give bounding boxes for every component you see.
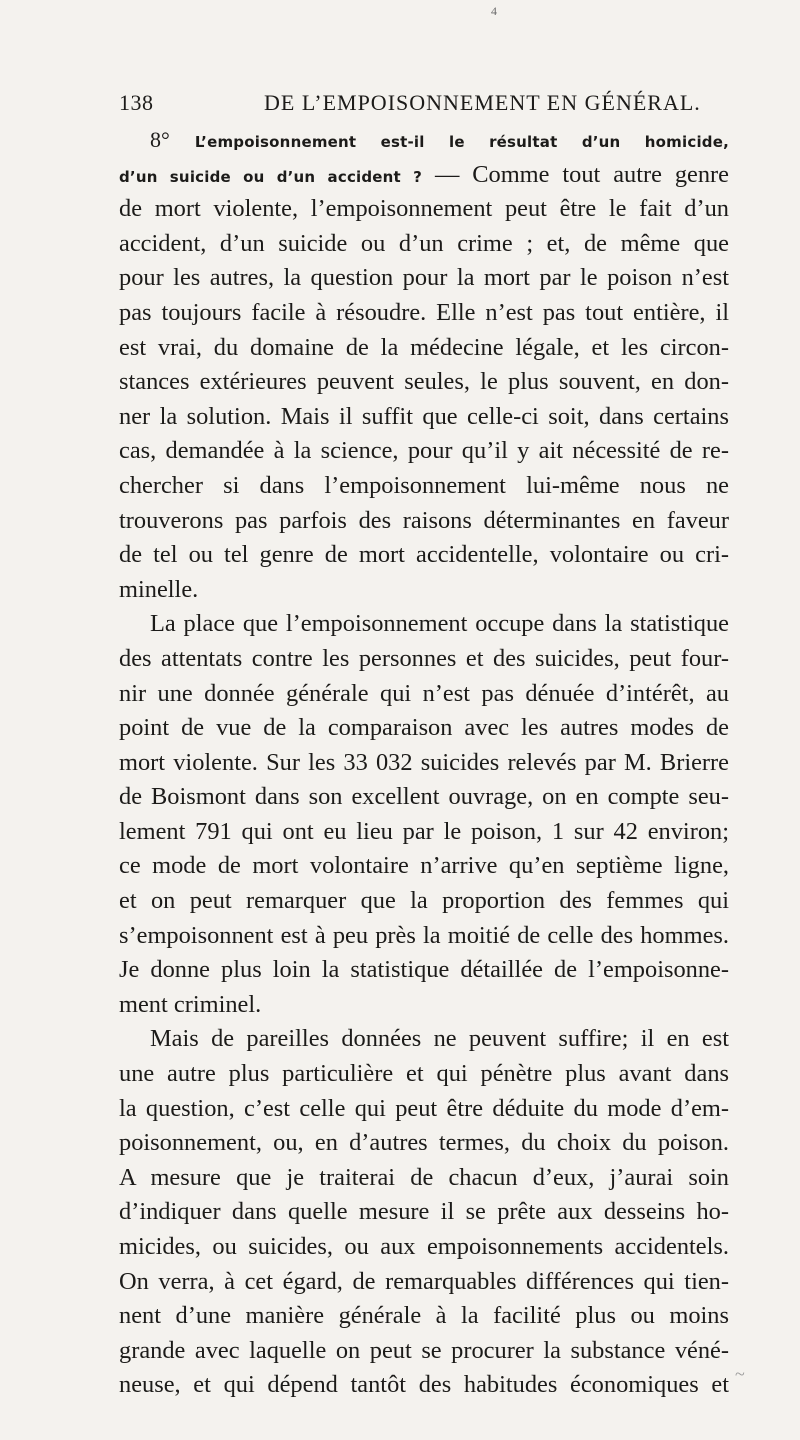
text-line: lement 791 qui ont eu lieu par le poison, 1 sur 42 environ; (119, 817, 729, 845)
text-line: pas toujours facile à résoudre. Elle n’est pas tout entière, il (119, 298, 729, 326)
text-line: micides, ou suicides, ou aux empoisonnements accidentels. (119, 1233, 729, 1260)
section-heading-text: — Comme tout autre genre (422, 160, 729, 188)
text-line: des attentats contre les personnes et des suicides, peut four- (119, 644, 729, 672)
text-line: chercher si dans l’empoisonnement lui-même nous ne (119, 471, 729, 499)
section-number: 8° (150, 127, 170, 152)
text-line: de Boismont dans son excellent ouvrage, on en compte seu- (119, 783, 729, 811)
body-text (119, 123, 729, 1403)
text-line: est vrai, du domaine de la médecine légale, et les circon- (119, 333, 729, 361)
paragraph-1 (119, 192, 729, 607)
text-line: et on peut remarquer que la proportion des femmes qui (119, 887, 729, 915)
text-line: ment criminel. (119, 990, 262, 1018)
section-heading: L’empoisonnement est-il le résultat d’un homicide, (194, 133, 729, 151)
section-heading-line (119, 123, 729, 158)
text-line: La place que l’empoisonnement occupe dans la statistique (150, 610, 729, 638)
text-line: minelle. (119, 575, 199, 603)
page-number: 138 (119, 90, 154, 115)
text-line: Mais de pareilles données ne peuvent suffire; il en est (150, 1025, 729, 1053)
text-line: d’indiquer dans quelle mesure il se prête aux desseins ho- (119, 1198, 729, 1226)
section-heading-line-2 (119, 158, 729, 193)
text-line: point de vue de la comparaison avec les autres modes de (119, 714, 729, 742)
text-line: neuse, et qui dépend tantôt des habitudes économiques et (119, 1371, 729, 1399)
text-line: On verra, à cet égard, de remarquables différences qui tien- (119, 1267, 729, 1295)
paragraph-2 (119, 607, 729, 1022)
text-line: mort violente. Sur les 33 032 suicides relevés par M. Brierre (119, 748, 729, 776)
text-line: cas, demandée à la science, pour qu’il y ait nécessité de re- (119, 437, 729, 465)
text-line: ce mode de mort volontaire n’arrive qu’en septième ligne, (119, 852, 729, 880)
text-line: accident, d’un suicide ou d’un crime ; et, de même que (119, 229, 729, 257)
bottom-stray-mark: ~ (735, 1364, 745, 1384)
text-line: stances extérieures peuvent seules, le plus souvent, en don- (119, 368, 729, 396)
text-line: Je donne plus loin la statistique détaillée de l’empoisonne- (119, 956, 729, 984)
text-line: trouverons pas parfois des raisons déterminantes en faveur (119, 506, 729, 534)
text-line: s’empoisonnent est à peu près la moitié de celle des hommes. (119, 921, 729, 949)
text-line: une autre plus particulière et qui pénètre plus avant dans (119, 1060, 729, 1088)
text-line: ner la solution. Mais il suffit que celle-ci soit, dans certains (119, 402, 729, 430)
running-title: DE L’EMPOISONNEMENT EN GÉNÉRAL. (264, 90, 701, 115)
text-line: nir une donnée générale qui n’est pas dénuée d’intérêt, au (119, 679, 729, 707)
text-line: nent d’une manière générale à la facilité plus ou moins (119, 1302, 729, 1330)
text-line: grande avec laquelle on peut se procurer la substance véné- (119, 1336, 729, 1364)
text-line: pour les autres, la question pour la mort par le poison n’est (119, 264, 729, 292)
top-stray-mark: 4 (491, 4, 497, 18)
text-line: A mesure que je traiterai de chacun d’eux, j’aurai soin (119, 1163, 729, 1191)
running-header (119, 90, 729, 120)
text-line: poisonnement, ou, en d’autres termes, du choix du poison. (119, 1129, 729, 1157)
paragraph-3 (119, 1022, 729, 1403)
text-line: de mort violente, l’empoisonnement peut être le fait d’un (119, 195, 729, 223)
text-line: de tel ou tel genre de mort accidentelle, volontaire ou cri- (119, 541, 729, 569)
text-line: la question, c’est celle qui peut être déduite du mode d’em- (119, 1094, 729, 1122)
section-heading-continued: d’un suicide ou d’un accident ? (119, 167, 423, 186)
